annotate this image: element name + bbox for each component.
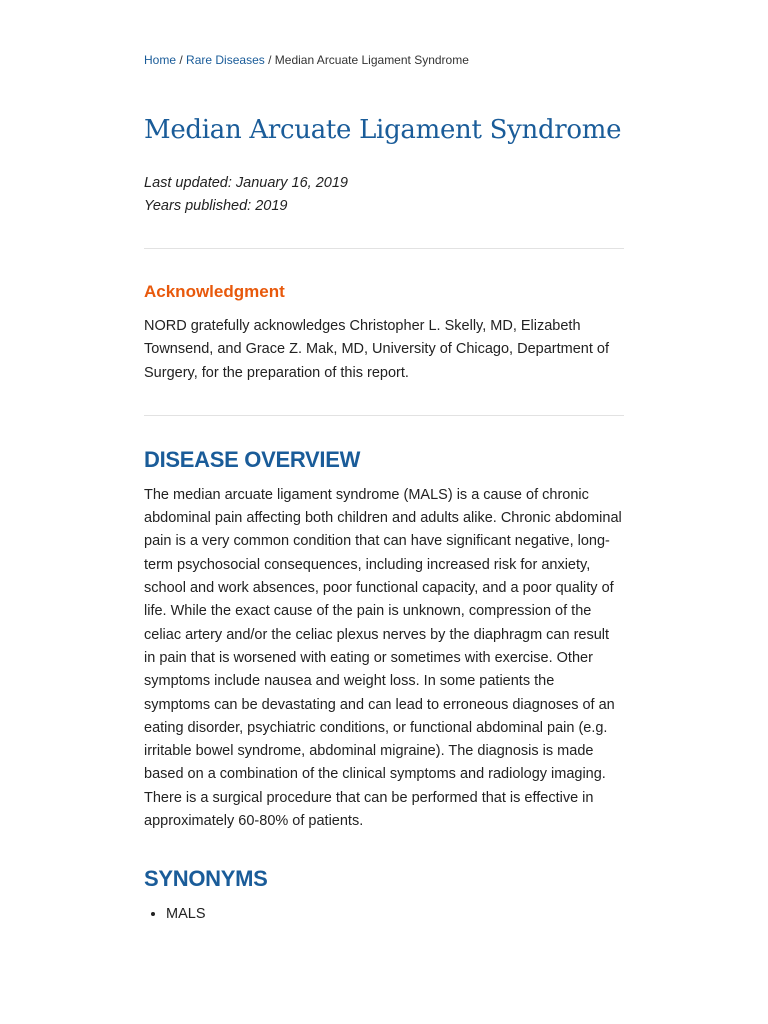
disease-overview-text: The median arcuate ligament syndrome (MALS) is a cause of chronic abdominal pain affecting both children and adults alike. Chronic abdominal pain is a very common condition that can have significant negative, long-term psychosocial consequences, including increased risk for anxiety, school and work absences, poor functional capacity, and a poor quality of life. While the exact cause of the pain is unknown, compression of the celiac artery and/or the celiac plexus nerves by the diaphragm can result in pain that is worsened with eating or sometimes with exercise. Other symptoms include nausea and weight loss. In some patients the symptoms can be devastating and can lead to erroneous diagnoses of an eating disorder, psychiatric conditions, or functional abdominal pain (e.g. irritable bowel syndrome, abdominal migraine). The diagnosis is made based on a combination of the clinical symptoms and radiology imaging. There is a surgical procedure that can be performed that is effective in approximately 60-80% of patients. xyxy=(144,486,622,830)
page-title: Median Arcuate Ligament Syndrome xyxy=(144,115,622,145)
acknowledgment-heading: Acknowledgment xyxy=(144,282,285,301)
article xyxy=(144,0,624,926)
synonyms-heading: SYNONYMS xyxy=(144,866,268,892)
breadcrumb-home-link[interactable]: Home xyxy=(144,53,177,67)
synonym-item: • MALS xyxy=(166,903,624,926)
disease-overview-heading: DISEASE OVERVIEW xyxy=(144,446,361,472)
breadcrumb-separator: / xyxy=(179,53,183,67)
acknowledgment-text: NORD gratefully acknowledges Christopher L. Skelly, MD, Elizabeth Townsend, and Grace Z. Mak, MD, University of Chicago, Department of Surgery, for the preparation of this report. xyxy=(144,318,609,381)
years-published: Years published: 2019 xyxy=(144,198,288,214)
breadcrumb-separator: / xyxy=(268,53,272,67)
divider xyxy=(144,415,624,416)
breadcrumb-rare-diseases-link[interactable]: Rare Diseases xyxy=(186,53,265,67)
publication-meta xyxy=(144,172,624,218)
last-updated: Last updated: January 16, 2019 xyxy=(144,175,348,191)
breadcrumb xyxy=(144,52,624,68)
synonyms-list xyxy=(144,903,624,926)
divider xyxy=(144,248,624,249)
breadcrumb-current: Median Arcuate Ligament Syndrome xyxy=(274,53,469,67)
